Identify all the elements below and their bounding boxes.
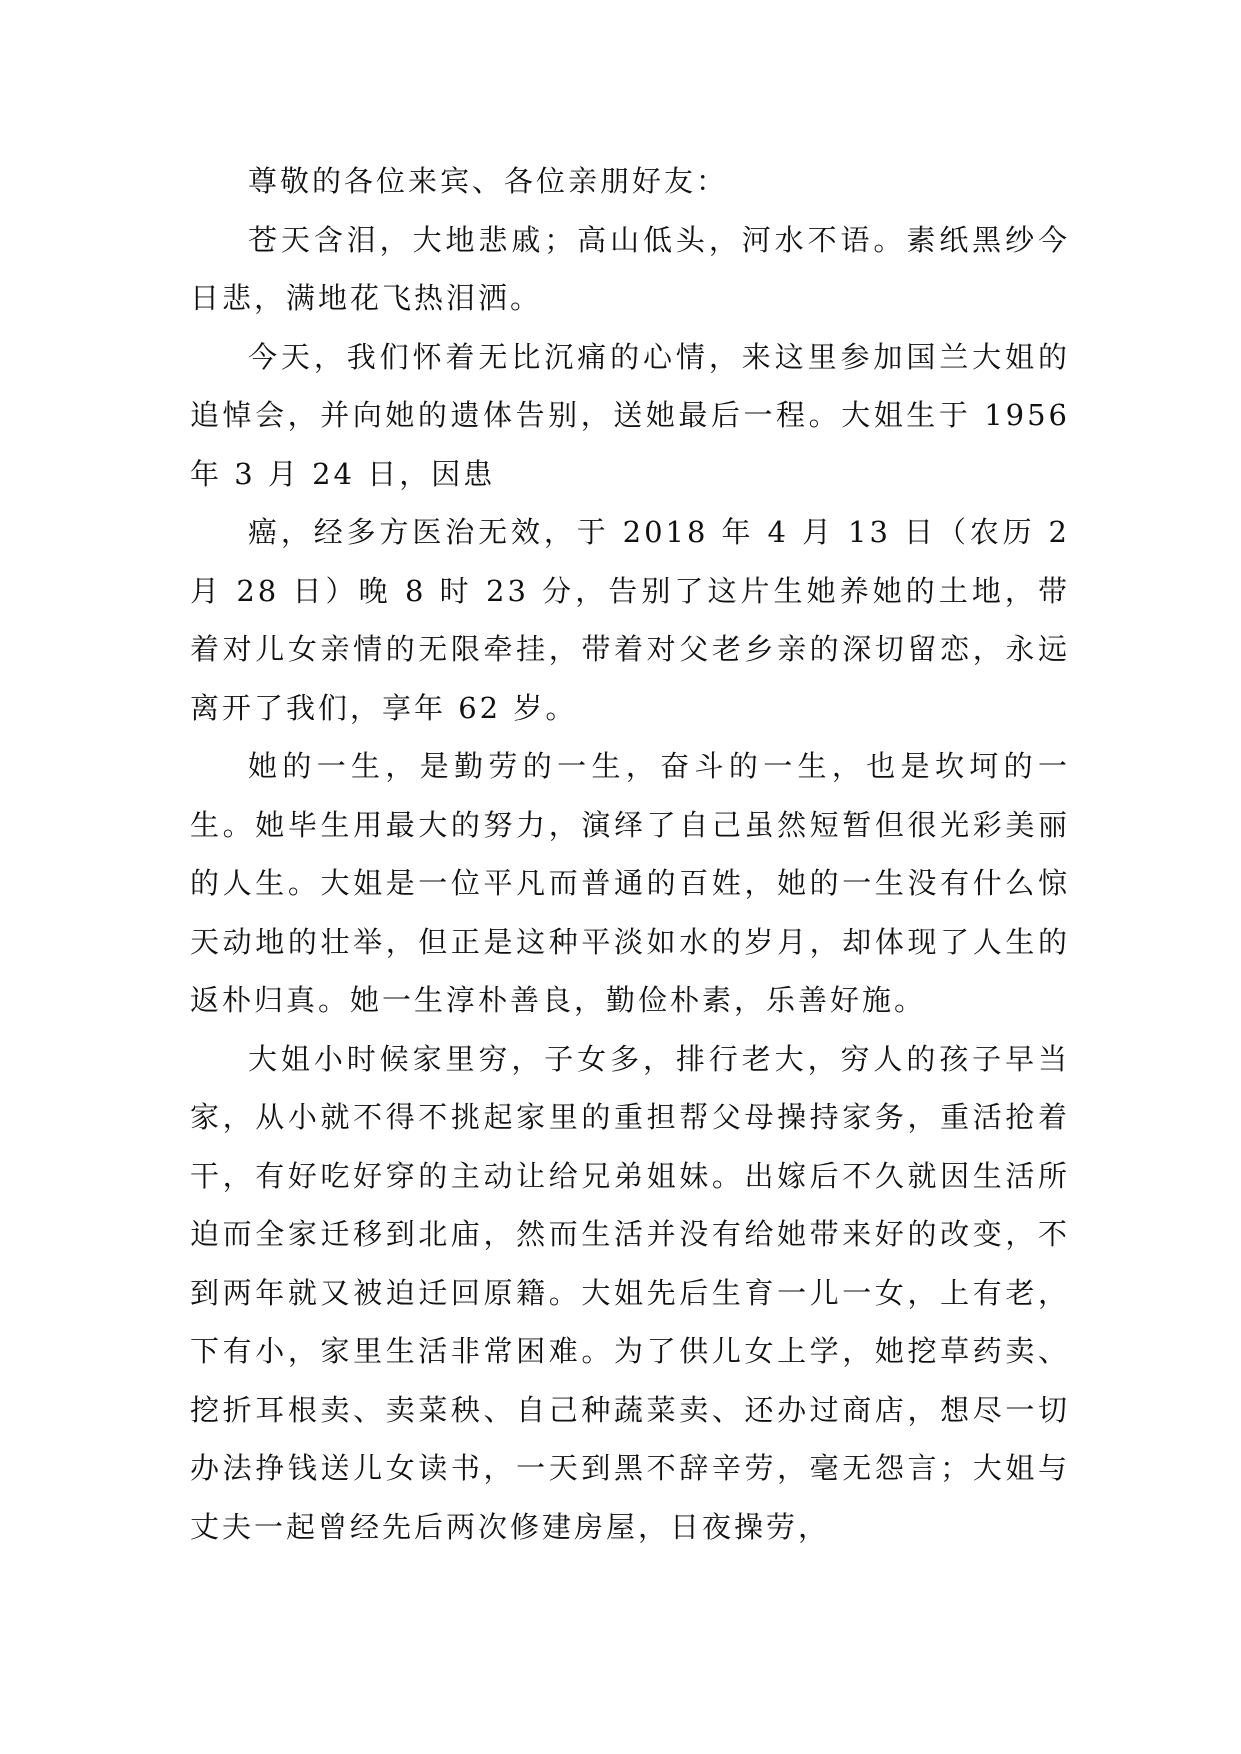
greeting-paragraph: 尊敬的各位来宾、各位亲朋好友： <box>248 164 729 198</box>
mourning-couplet-paragraph: 苍天含泪，大地悲戚；高山低头，河水不语。素纸黑纱今日悲，满地花飞热泪洒。 <box>190 222 1070 315</box>
passing-details-paragraph: 癌，经多方医治无效，于 2018 年 4 月 13 日（农历 2 月 28 日）晚 8 时 23 分，告别了这片生她养她的土地，带着对儿女亲情的无限牵挂，带着对父老乡亲的深切留恋，永远离开了我们，享年 62 岁。 <box>190 515 1070 725</box>
life-summary-paragraph: 她的一生，是勤劳的一生，奋斗的一生，也是坎坷的一生。她毕生用最大的努力，演绎了自己虽然短暂但很光彩美丽的人生。大姐是一位平凡而普通的百姓，她的一生没有什么惊天动地的壮举，但正是这种平淡如水的岁月，却体现了人生的返朴归真。她一生淳朴善良，勤俭朴素，乐善好施。 <box>190 749 1070 1017</box>
occasion-paragraph: 今天，我们怀着无比沉痛的心情，来这里参加国兰大姐的追悼会，并向她的遗体告别，送她最后一程。大姐生于 1956 年 3 月 24 日，因患 <box>190 339 1070 491</box>
document-body <box>190 152 1070 1556</box>
early-life-paragraph: 大姐小时候家里穷，子女多，排行老大，穷人的孩子早当家，从小就不得不挑起家里的重担帮父母操持家务，重活抢着干，有好吃好穿的主动让给兄弟姐妹。出嫁后不久就因生活所迫而全家迁移到北庙，然而生活并没有给她带来好的改变，不到两年就又被迫迁回原籍。大姐先后生育一儿一女，上有老，下有小，家里生活非常困难。为了供儿女上学，她挖草药卖、挖折耳根卖、卖菜秧、自己种蔬菜卖、还办过商店，想尽一切办法挣钱送儿女读书，一天到黑不辞辛劳，毫无怨言；大姐与丈夫一起曾经先后两次修建房屋，日夜操劳， <box>190 1041 1070 1544</box>
